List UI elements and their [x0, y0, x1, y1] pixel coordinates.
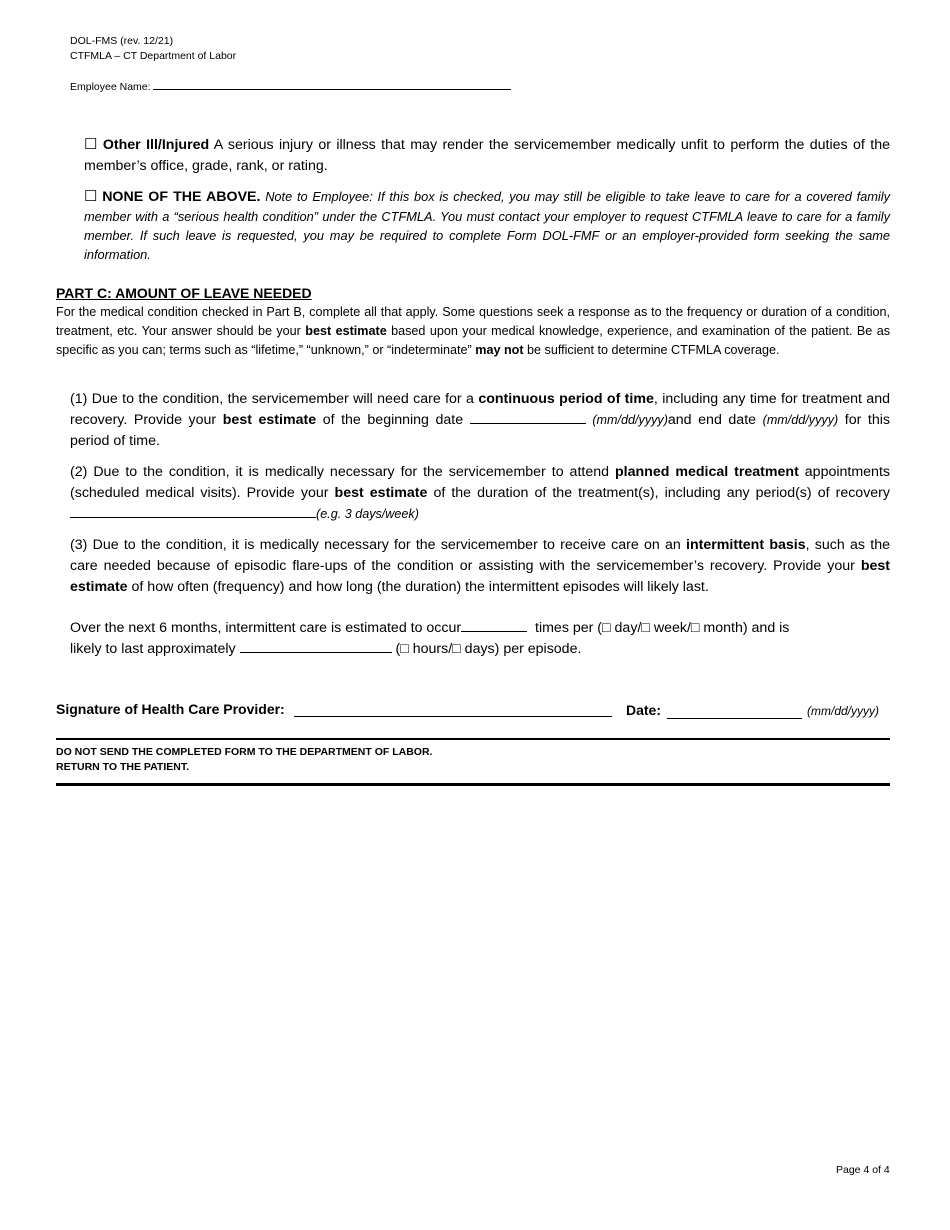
treatment-duration-field[interactable]	[70, 504, 316, 518]
other-ill-checkbox[interactable]: ☐	[84, 136, 98, 153]
signature-label: Signature of Health Care Provider:	[56, 701, 285, 717]
q1-text-e: of the beginning date	[322, 412, 464, 428]
question-3	[70, 535, 890, 598]
q1-text-a: (1) Due to the condition, the servicemember will need care for a	[70, 391, 474, 407]
signature-date-hint: (mm/dd/yyyy)	[807, 704, 879, 718]
q3-bold-b: intermittent basis	[686, 537, 806, 553]
intro-bold-2: may not	[475, 343, 524, 357]
q2-text-c: appointments (scheduled medical visits). Provide your	[70, 464, 890, 501]
q2-bold-b: planned medical treatment	[614, 464, 799, 480]
q1-text-f: and end date	[667, 412, 757, 428]
none-above-title: NONE OF THE ABOVE.	[102, 189, 261, 205]
episode-duration-field[interactable]	[240, 639, 392, 653]
signature-date-field[interactable]	[667, 718, 802, 719]
treatment-duration-hint: (e.g. 3 days/week)	[316, 507, 419, 521]
other-ill-option	[84, 134, 890, 177]
agency-name: CTFMLA – CT Department of Labor	[70, 50, 237, 62]
intro-bold-1: best estimate	[305, 324, 387, 338]
q3-text-e: of how often (frequency) and how long (the duration) the intermittent episodes will likely last.	[131, 579, 709, 595]
begin-date-hint: (mm/dd/yyyy)	[592, 413, 668, 427]
form-revision: DOL-FMS (rev. 12/21)	[70, 35, 174, 47]
question-2	[70, 462, 890, 525]
warning-line-1: DO NOT SEND THE COMPLETED FORM TO THE DEPARTMENT OF LABOR.	[56, 746, 433, 758]
signature-field[interactable]	[294, 716, 612, 717]
part-c-heading: PART C: AMOUNT OF LEAVE NEEDED	[56, 285, 312, 301]
frequency-field[interactable]	[461, 618, 527, 632]
q3-text-a: (3) Due to the condition, it is medically necessary for the servicemember to receive care on an	[70, 537, 681, 553]
q3-duration-options: (□ hours/□ days) per episode.	[395, 641, 582, 657]
q1-bold-b: continuous period of time	[478, 391, 654, 407]
question-1	[70, 389, 890, 452]
q3-frequency-text: Over the next 6 months, intermittent care is estimated to occur	[70, 620, 462, 636]
none-above-note: Note to Employee: If this box is checked, you may still be eligible to take leave to care for a covered family member with a “serious health condition” under the CTFMLA. You must contact your employer to request CTFMLA leave to care for a family member. If such leave is requested, you may be required to complete Form DOL-FMF or an employer-provided form seeking the same information.	[84, 189, 891, 262]
end-date-hint: (mm/dd/yyyy)	[762, 413, 839, 427]
q2-bold-d: best estimate	[334, 485, 428, 501]
other-ill-title: Other Ill/Injured	[102, 137, 210, 153]
employee-name-field[interactable]	[153, 79, 511, 90]
date-label: Date:	[626, 702, 662, 718]
part-c-intro	[56, 303, 890, 360]
q1-text-g: for this period of time.	[70, 412, 890, 449]
intro-text-2: based upon your medical knowledge, experience, and examination of the patient. Be as specific as you can; terms such as “lifetime,” “unknown,” or “indeterminate”	[56, 324, 891, 357]
top-divider	[56, 738, 890, 740]
q3-duration-row	[70, 639, 890, 660]
q3-text-c: , such as the care needed because of episodic flare-ups of the condition or assisting with the servicemember’s recovery. Provide your	[70, 537, 890, 574]
employee-name-row	[70, 79, 511, 95]
other-ill-text: A serious injury or illness that may render the servicemember medically unfit to perform the duties of the member’s office, grade, rank, or rating.	[84, 137, 890, 174]
q3-bold-d: best estimate	[70, 558, 890, 595]
q1-bold-d: best estimate	[222, 412, 317, 428]
q2-text-e: of the duration of the treatment(s), including any period(s) of recovery	[433, 485, 890, 501]
none-above-checkbox[interactable]: ☐	[84, 188, 98, 205]
q3-duration-text: likely to last approximately	[70, 641, 236, 657]
none-above-option	[84, 187, 890, 264]
begin-date-field[interactable]	[470, 410, 586, 424]
warning-line-2: RETURN TO THE PATIENT.	[56, 761, 190, 773]
q3-frequency-options: times per (□ day/□ week/□ month) and is	[535, 620, 790, 636]
intro-text-1: For the medical condition checked in Part B, complete all that apply. Some questions seek a response as to the frequency or duration of a condition, treatment, etc. Your answer should be your	[56, 305, 890, 338]
q3-frequency-row	[70, 618, 890, 639]
q1-text-c: , including any time for treatment and recovery. Provide your	[70, 391, 890, 428]
q2-text-a: (2) Due to the condition, it is medically necessary for the servicemember to attend	[70, 464, 609, 480]
intro-text-3: be sufficient to determine CTFMLA coverage.	[527, 343, 780, 357]
employee-name-label: Employee Name:	[70, 81, 151, 93]
page-number: Page 4 of 4	[836, 1164, 890, 1176]
bottom-divider	[56, 783, 890, 786]
